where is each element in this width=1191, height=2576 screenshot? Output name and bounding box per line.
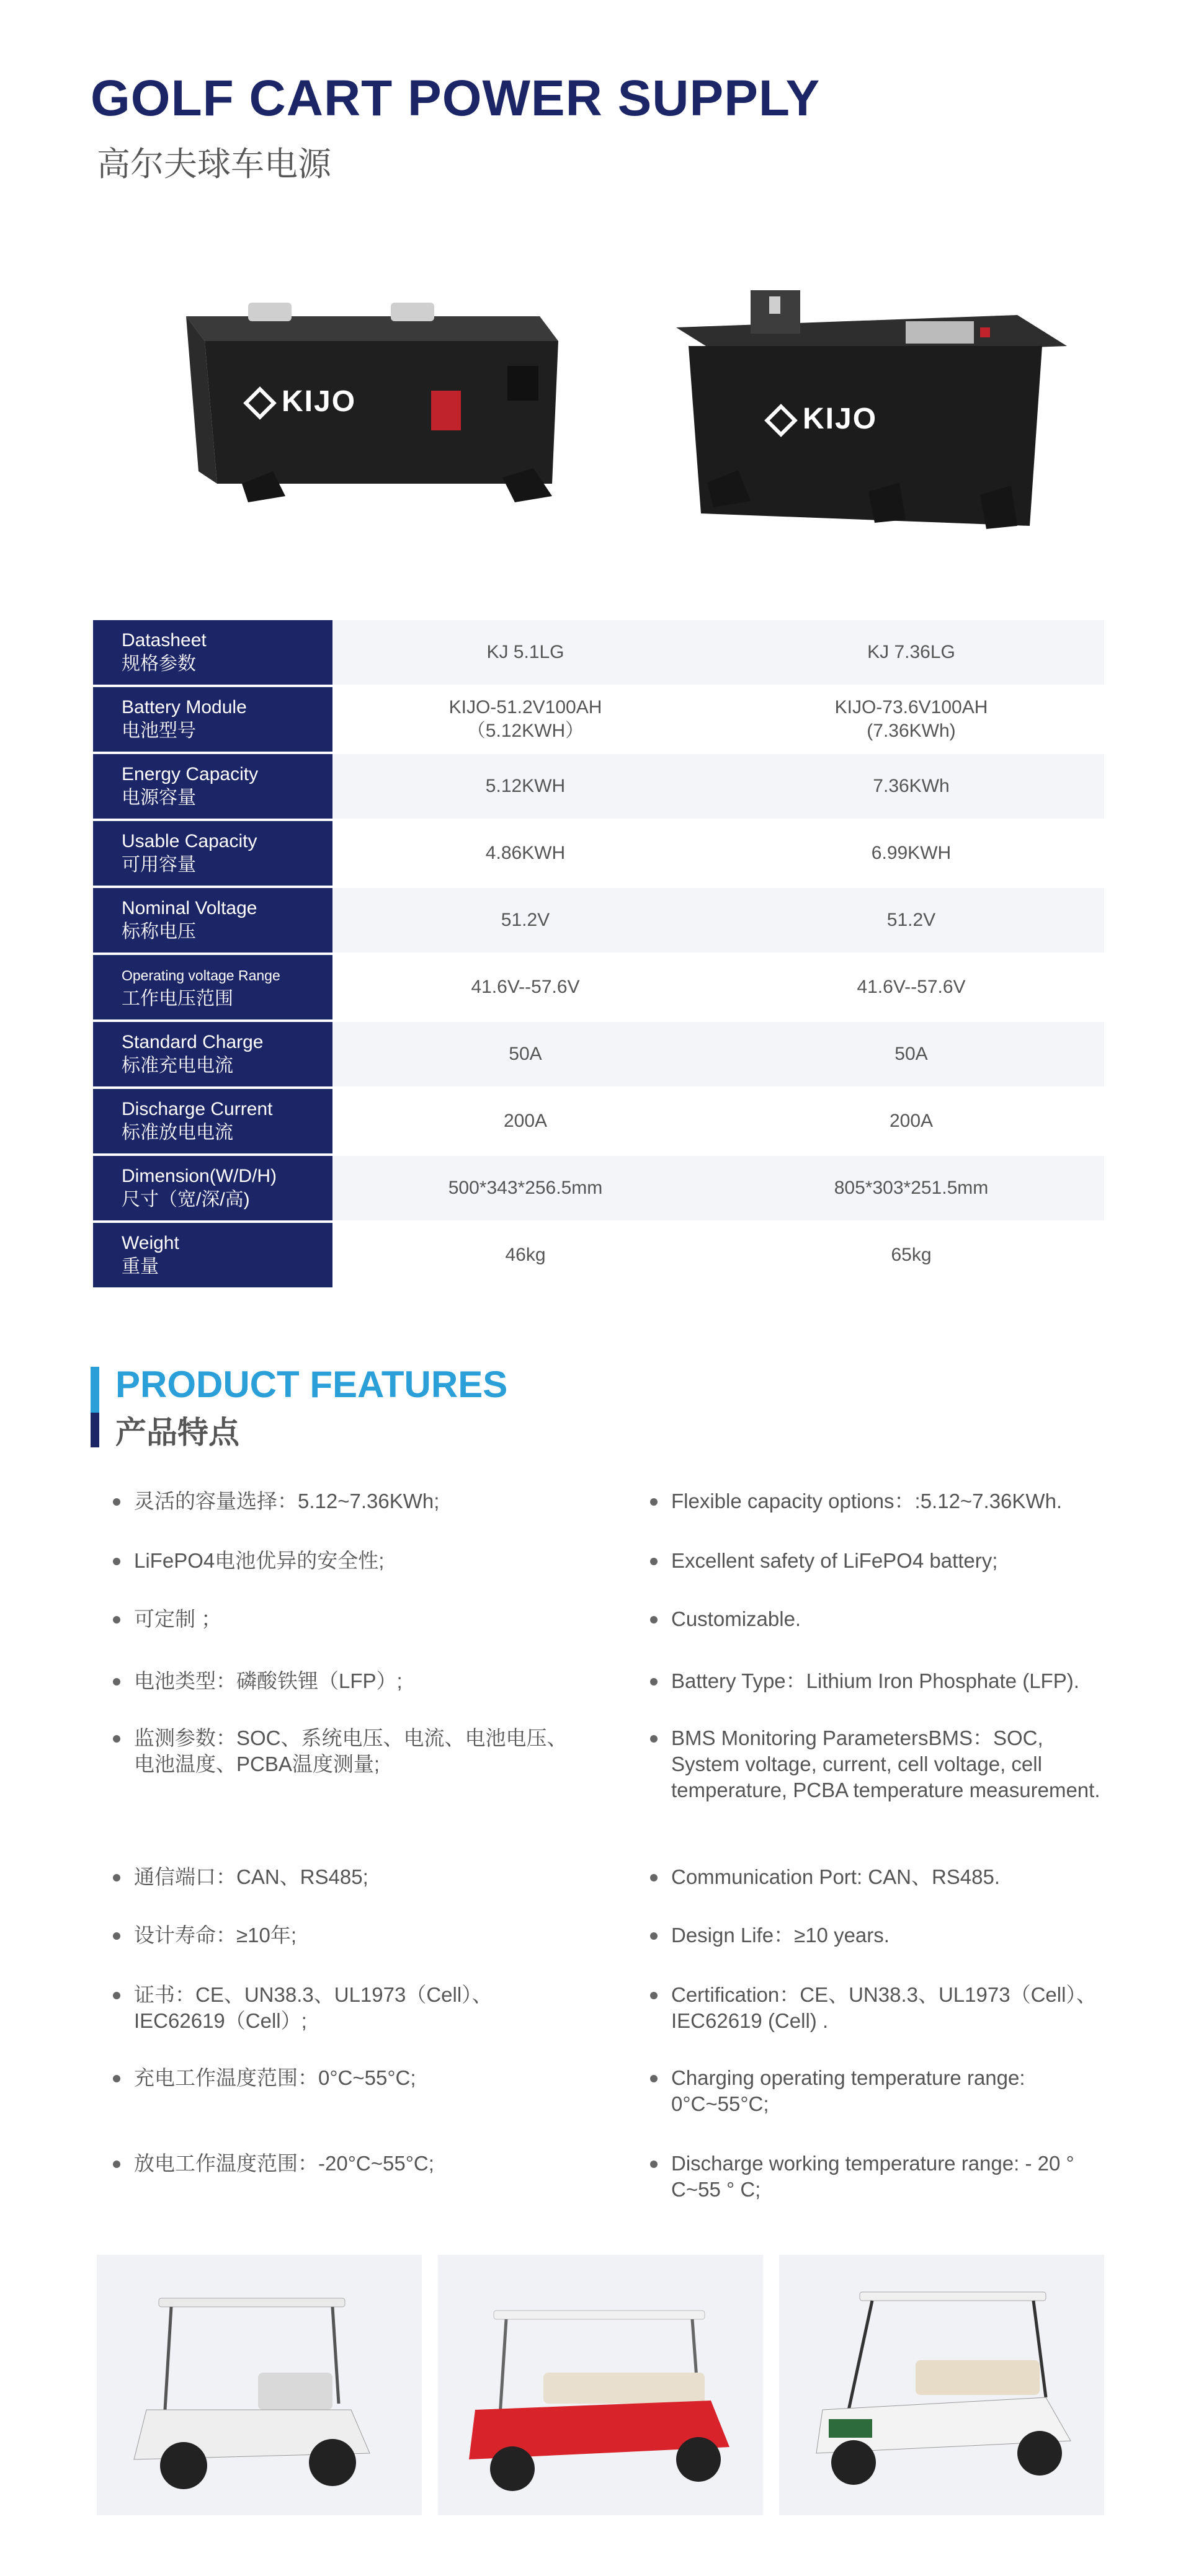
cell-value: KJ 7.36LG	[867, 642, 955, 662]
table-cell	[332, 687, 718, 752]
feature-text: LiFePO4电池优异的安全性;	[134, 1549, 385, 1572]
cart-seat	[543, 2373, 705, 2404]
page-subtitle: 高尔夫球车电源	[97, 146, 331, 183]
row-label-cn: 标准放电电流	[122, 1122, 233, 1143]
kijo-logo: KIJO	[248, 384, 356, 419]
feature-item-cn	[134, 2151, 581, 2177]
table-cell	[332, 620, 718, 685]
bullet-icon	[113, 1992, 120, 1999]
spec-table	[93, 620, 1104, 1290]
golf-cart-illustration	[438, 2255, 763, 2515]
cell-value: 51.2V	[501, 910, 550, 930]
golf-cart-illustration	[779, 2255, 1104, 2515]
feature-text: Flexible capacity options：:5.12~7.36KWh.	[671, 1490, 1063, 1512]
cell-value: 4.86KWH	[485, 843, 566, 863]
row-label-cn: 电池型号	[122, 721, 196, 741]
row-label-cn: 标准充电电流	[122, 1055, 233, 1076]
row-label	[93, 821, 332, 886]
row-label-en: Usable Capacity	[122, 831, 257, 851]
bullet-icon	[113, 2075, 120, 2082]
table-cell	[718, 955, 1104, 1019]
row-label-en: Operating voltage Range	[122, 967, 280, 984]
row-label	[93, 1089, 332, 1153]
row-label-en: Discharge Current	[122, 1099, 273, 1119]
cell-value: 6.99KWH	[871, 843, 952, 863]
table-row	[93, 754, 1104, 819]
row-label	[93, 620, 332, 685]
feature-text: Certification：CE、UN38.3、UL1973（Cell）、IEC62619 (Cell) .	[671, 1983, 1097, 2032]
product-image-kj736lg	[670, 278, 1067, 551]
feature-text: 电池类型：磷酸铁锂（LFP）;	[134, 1669, 403, 1692]
table-row	[93, 955, 1104, 1019]
row-label-en: Nominal Voltage	[122, 898, 257, 918]
feature-item-en	[671, 1725, 1105, 1803]
cell-value: 46kg	[505, 1245, 546, 1265]
row-label-en: Battery Module	[122, 697, 247, 717]
cell-value: 51.2V	[886, 910, 936, 930]
feature-text: Charging operating temperature range: 0°C~55°C;	[671, 2066, 1025, 2115]
bullet-icon	[113, 1874, 120, 1881]
feature-item-en	[671, 1668, 1105, 1694]
table-row	[93, 687, 1104, 752]
feature-item-en	[671, 1488, 1105, 1514]
row-label-en: Datasheet	[122, 630, 207, 651]
row-label-en: Standard Charge	[122, 1032, 264, 1052]
bullet-icon	[113, 1735, 120, 1743]
cell-value: 200A	[889, 1111, 934, 1131]
feature-item-cn	[134, 1488, 581, 1514]
feature-text: Discharge working temperature range: - 20 ° C~55 ° C;	[671, 2152, 1074, 2201]
bullet-icon	[650, 1932, 658, 1940]
table-row	[93, 620, 1104, 685]
feature-text: Customizable.	[671, 1607, 801, 1630]
feature-accent-bar	[91, 1413, 99, 1447]
table-row	[93, 1156, 1104, 1220]
bullet-icon	[650, 1735, 658, 1743]
table-row	[93, 1089, 1104, 1153]
cell-value: 7.36KWh	[873, 776, 950, 796]
row-label	[93, 1156, 332, 1220]
table-cell	[718, 687, 1104, 752]
table-cell	[332, 1156, 718, 1220]
features-subtitle: 产品特点	[115, 1415, 239, 1450]
cell-value: KJ 5.1LG	[486, 642, 564, 662]
cell-value: KIJO-51.2V100AH	[448, 697, 602, 717]
golf-cart-illustration	[97, 2255, 422, 2515]
kijo-diamond-icon	[243, 386, 277, 420]
bullet-icon	[650, 1558, 658, 1565]
cell-value: 5.12KWH	[485, 776, 566, 796]
feature-text: 通信端口：CAN、RS485;	[134, 1865, 368, 1888]
feature-text: BMS Monitoring ParametersBMS：SOC, System voltage, current, cell voltage, cell temperature, PCBA temperature measurement.	[671, 1726, 1100, 1801]
row-label-en: Energy Capacity	[122, 764, 259, 784]
table-row	[93, 821, 1104, 886]
feature-item-en	[671, 1922, 1105, 1948]
feature-text: Design Life：≥10 years.	[671, 1924, 890, 1947]
feature-text: 证书：CE、UN38.3、UL1973（Cell）、IEC62619（Cell）;	[134, 1983, 493, 2032]
row-label	[93, 687, 332, 752]
row-label	[93, 1223, 332, 1287]
table-cell	[332, 1223, 718, 1287]
bullet-icon	[650, 2075, 658, 2082]
feature-text: 可定制 ；	[134, 1607, 222, 1630]
table-row	[93, 1223, 1104, 1287]
table-cell	[332, 1022, 718, 1086]
cell-value: 50A	[509, 1044, 542, 1064]
bullet-icon	[113, 1678, 120, 1686]
cart-image-2seat	[97, 2255, 422, 2515]
feature-item-en	[671, 1864, 1105, 1890]
feature-item-cn	[134, 1725, 581, 1777]
row-label-cn: 电源容量	[122, 788, 196, 808]
bullet-icon	[113, 2161, 120, 2168]
feature-text: Communication Port: CAN、RS485.	[671, 1865, 1001, 1888]
feature-item-en	[671, 2065, 1105, 2117]
row-label-cn: 工作电压范围	[122, 988, 233, 1009]
row-label	[93, 955, 332, 1019]
feature-item-cn	[134, 1668, 581, 1694]
cell-value: (7.36KWh)	[867, 721, 956, 741]
cart-seat	[916, 2360, 1040, 2395]
table-row	[93, 1022, 1104, 1086]
feature-item-cn	[134, 1548, 581, 1574]
table-cell	[718, 620, 1104, 685]
bullet-icon	[113, 1498, 120, 1506]
battery-illustration	[180, 291, 564, 527]
feature-text: Battery Type：Lithium Iron Phosphate (LFP).	[671, 1669, 1079, 1692]
kijo-diamond-icon	[764, 404, 798, 437]
feature-item-cn	[134, 2065, 581, 2091]
cart-image-6seat-red	[438, 2255, 763, 2515]
row-label	[93, 888, 332, 953]
bullet-icon	[113, 1616, 120, 1623]
row-label	[93, 754, 332, 819]
table-cell	[718, 888, 1104, 953]
feature-text: 监测参数：SOC、系统电压、电流、电池电压、电池温度、PCBA温度测量;	[134, 1726, 568, 1775]
feature-accent-bar	[91, 1367, 99, 1413]
cell-value: 500*343*256.5mm	[448, 1178, 603, 1198]
cell-value: 65kg	[891, 1245, 932, 1265]
row-label-cn: 重量	[122, 1256, 159, 1277]
feature-item-cn	[134, 1864, 581, 1890]
table-cell	[718, 1089, 1104, 1153]
table-cell	[332, 955, 718, 1019]
bullet-icon	[650, 1874, 658, 1881]
kijo-logo: KIJO	[769, 402, 877, 436]
cell-value: 41.6V--57.6V	[471, 977, 580, 997]
feature-item-cn	[134, 1982, 581, 2034]
row-label-cn: 可用容量	[122, 855, 196, 875]
table-cell	[332, 888, 718, 953]
cell-value: 805*303*251.5mm	[834, 1178, 989, 1198]
feature-text: 设计寿命：≥10年;	[134, 1924, 297, 1947]
table-cell	[718, 1022, 1104, 1086]
feature-item-en	[671, 1548, 1105, 1574]
bullet-icon	[113, 1932, 120, 1940]
feature-item-cn	[134, 1922, 581, 1948]
bullet-icon	[113, 1558, 120, 1565]
product-image-kj51lg	[180, 291, 564, 527]
row-label	[93, 1022, 332, 1086]
cart-seat	[258, 2373, 332, 2410]
feature-text: 充电工作温度范围：0°C~55°C;	[134, 2066, 416, 2089]
table-row	[93, 888, 1104, 953]
table-cell	[332, 754, 718, 819]
bullet-icon	[650, 1616, 658, 1623]
feature-text: Excellent safety of LiFePO4 battery;	[671, 1549, 998, 1572]
features-title: PRODUCT FEATURES	[115, 1364, 508, 1405]
feature-item-cn	[134, 1606, 581, 1632]
cell-value: KIJO-73.6V100AH	[834, 697, 988, 717]
table-cell	[718, 754, 1104, 819]
bullet-icon	[650, 1678, 658, 1686]
cell-value: 50A	[894, 1044, 928, 1064]
bullet-icon	[650, 1992, 658, 1999]
row-label-en: Dimension(W/D/H)	[122, 1166, 277, 1186]
cell-value: （5.12KWH）	[466, 721, 584, 741]
table-cell	[332, 1089, 718, 1153]
row-label-cn: 尺寸（宽/深/高)	[122, 1189, 250, 1210]
bullet-icon	[650, 1498, 658, 1506]
feature-item-en	[671, 1606, 1105, 1632]
table-cell	[718, 1223, 1104, 1287]
cart-image-6seat-white	[779, 2255, 1104, 2515]
row-label-en: Weight	[122, 1233, 179, 1253]
page-title: GOLF CART POWER SUPPLY	[91, 70, 821, 127]
table-cell	[332, 821, 718, 886]
feature-item-en	[671, 1982, 1105, 2034]
bullet-icon	[650, 2161, 658, 2168]
feature-text: 放电工作温度范围：-20°C~55°C;	[134, 2152, 434, 2175]
feature-text: 灵活的容量选择：5.12~7.36KWh;	[134, 1490, 440, 1512]
cell-value: 41.6V--57.6V	[857, 977, 966, 997]
table-cell	[718, 1156, 1104, 1220]
table-cell	[718, 821, 1104, 886]
row-label-cn: 标称电压	[122, 922, 196, 942]
cell-value: 200A	[503, 1111, 548, 1131]
row-label-cn: 规格参数	[122, 654, 196, 674]
feature-item-en	[671, 2151, 1105, 2203]
